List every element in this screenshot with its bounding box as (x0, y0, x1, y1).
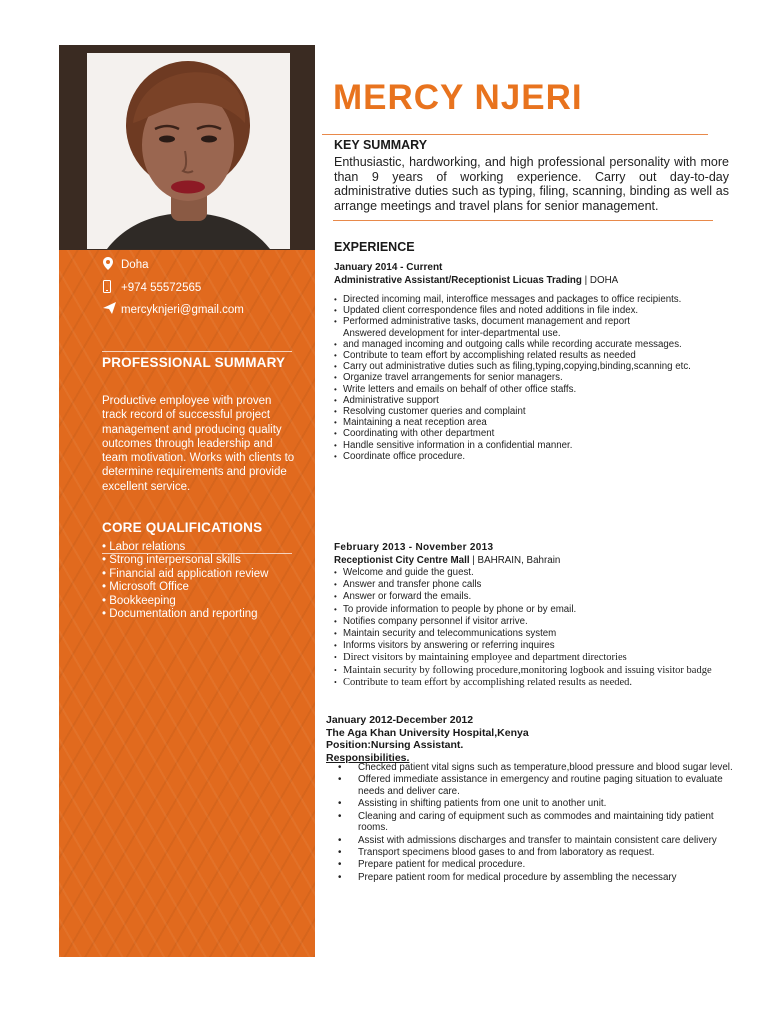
list-item: • Write letters and emails on behalf of other office staffs. (334, 384, 729, 395)
job-duties-list (334, 567, 729, 689)
job-title (334, 555, 560, 566)
list-item: • Prepare patient room for medical procedure by assembling the necessary (338, 872, 738, 884)
key-summary-heading: KEY SUMMARY (334, 138, 428, 152)
list-item: • Direct visitors by maintaining employee and department directories (334, 652, 729, 664)
phone-text[interactable]: +974 55572565 (121, 282, 202, 294)
location-text: Doha (121, 259, 149, 271)
list-item: • and managed incoming and outgoing calls while recording accurate messages. (334, 339, 729, 350)
list-item: • Assist with admissions discharges and transfer to maintain consistent care delivery (338, 835, 738, 847)
job-location: | BAHRAIN, Bahrain (469, 555, 561, 566)
job-date: January 2012-December 2012 (326, 714, 474, 726)
location-pin-icon (103, 257, 121, 273)
job-date: January 2014 - Current (334, 262, 443, 273)
list-item: • Directed incoming mail, interoffice messages and packages to office recipients. (334, 294, 729, 305)
list-item: • Checked patient vital signs such as temperature,blood pressure and blood sugar level. (338, 762, 738, 774)
list-item: • Financial aid application review (102, 568, 302, 581)
organization: The Aga Khan University Hospital,Kenya (326, 726, 529, 739)
job-title-text: Receptionist City Centre Mall (334, 555, 470, 566)
email-link[interactable]: mercyknjeri@gmail.com (121, 303, 244, 316)
list-item: • Assisting in shifting patients from one unit to another unit. (338, 798, 738, 810)
list-item: • Contribute to team effort by accomplishing related results as needed. (334, 677, 729, 689)
professional-summary-text: Productive employee with proven track record of successful project management and producing quality outcomes through leadership and team motivation. Works with clients to determine requirements and provide excellent service. (102, 395, 295, 493)
list-item (334, 316, 729, 338)
contact-phone (103, 280, 308, 296)
list-item-note: Answered development for inter-departmental use. (343, 327, 561, 339)
job-location: | DOHA (581, 275, 619, 286)
divider (322, 134, 708, 135)
candidate-name: MERCY NJERI (333, 78, 583, 117)
send-icon (103, 302, 121, 317)
list-item: • Maintain security and telecommunications system (334, 628, 729, 640)
list-item-text: Performed administrative tasks, document management and report (343, 316, 630, 328)
list-item: • Strong interpersonal skills (102, 554, 302, 567)
list-item: • Offered immediate assistance in emergency and routine paging situation to evaluate needs and deliver care. (338, 774, 738, 798)
list-item: • Answer and transfer phone calls (334, 579, 729, 591)
list-item: • Microsoft Office (102, 581, 302, 594)
phone-icon (103, 280, 121, 296)
list-item: • To provide information to people by phone or by email. (334, 604, 729, 616)
profile-photo (87, 53, 290, 249)
list-item: • Transport specimens blood gases to and from laboratory as request. (338, 847, 738, 859)
contact-location (103, 257, 308, 273)
job-title (334, 275, 618, 286)
divider (102, 351, 292, 352)
responsibilities-list (338, 762, 738, 884)
experience-heading: EXPERIENCE (334, 240, 415, 254)
core-qualifications-heading: CORE QUALIFICATIONS (102, 520, 263, 535)
list-item: • Answer or forward the emails. (334, 591, 729, 603)
list-item: • Prepare patient for medical procedure. (338, 859, 738, 871)
key-summary-text: Enthusiastic, hardworking, and high professional personality with more than 9 years of working experience. Carry out day-to-day administrative duties such as typing, filing, scanning, binding as well as arrange meetings and travel plans for senior management. (334, 155, 729, 213)
list-item: • Notifies company personnel if visitor arrive. (334, 616, 729, 628)
job-date: February 2013 - November 2013 (334, 542, 494, 553)
divider (333, 220, 713, 221)
contact-email (103, 302, 308, 317)
list-item: • Bookkeeping (102, 595, 302, 608)
job-duties-list (334, 294, 729, 462)
list-item: • Welcome and guide the guest. (334, 567, 729, 579)
hospital-block (326, 714, 529, 764)
core-qualifications-list (102, 541, 302, 621)
professional-summary-heading: PROFESSIONAL SUMMARY (102, 355, 286, 370)
position: Position:Nursing Assistant. (326, 739, 464, 751)
list-item: • Organize travel arrangements for senior managers. (334, 372, 729, 383)
list-item: • Maintain security by following procedure,monitoring logbook and issuing visitor badge (334, 665, 729, 677)
sidebar (59, 45, 315, 957)
list-item: • Documentation and reporting (102, 608, 302, 621)
list-item: • Administrative support (334, 395, 729, 406)
list-item: • Cleaning and caring of equipment such as commodes and maintaining tidy patient rooms. (338, 811, 738, 835)
list-item: • Informs visitors by answering or referring inquires (334, 640, 729, 652)
job-title-text: Administrative Assistant/Receptionist Licuas Trading (334, 275, 582, 286)
list-item: • Updated client correspondence files and noted additions in file index. (334, 305, 729, 316)
list-item: • Handle sensitive information in a confidential manner. (334, 440, 729, 451)
list-item: • Labor relations (102, 541, 302, 554)
list-item: • Coordinate office procedure. (334, 451, 729, 462)
list-item: • Maintaining a neat reception area (334, 417, 729, 428)
list-item: • Carry out administrative duties such as filing,typing,copying,binding,scanning etc. (334, 361, 729, 372)
list-item: • Contribute to team effort by accomplishing related results as needed (334, 350, 729, 361)
responsibilities-label: Responsibilities. (326, 751, 410, 764)
list-item: • Resolving customer queries and complaint (334, 406, 729, 417)
list-item: • Coordinating with other department (334, 428, 729, 439)
